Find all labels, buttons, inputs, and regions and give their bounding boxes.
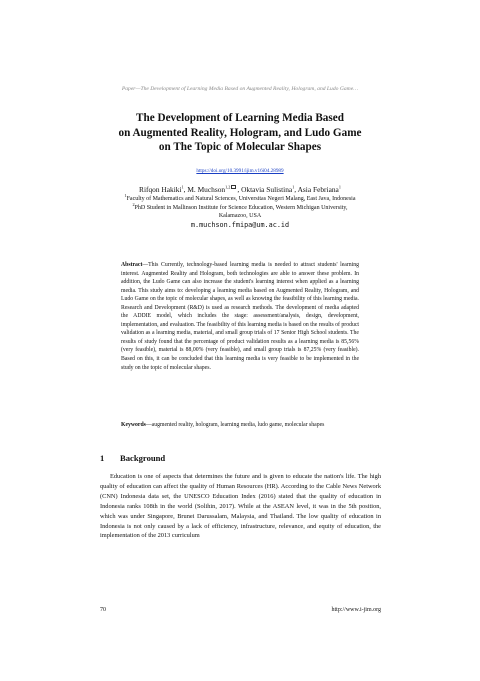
affiliation-line [80,195,400,204]
author-name: Oktavia Sulistina [241,185,293,194]
affiliation-line [80,201,400,213]
paper-title [60,111,420,155]
keywords [121,421,359,430]
affiliations [80,195,400,221]
author-name: Asia Febriana [297,185,339,194]
abstract-text: —This Currently, technology-based learning media is needed to attract students' learning interest. Augmented Reality and Hologram, both technologies are able to answer these problem. In addition, the Ludo Game can also increase the student's learning interest when applied as a learning media. This study aims to: developing a learning media based on Augmented Reality, Hologram, and Ludo Game on the topic of molecular shapes, as well as knowing the feasibility of this learning media. Research and Development (R&D) is used as research methods. The development of media adapted the ADDIE model, which includes the stage: assessment/analysis, design, development, implementation, and evaluation. The feasibility of this learning media is based on the results of product validation as a learning media, material, and small group trials of 17 Senior High School students. The results of study found that the percentage of product validation results as a learning media is 85,56% (very feasible), material is 88,00% (very feasible), and small group trials is 87,25% (very feasible). Based on this, it can be concluded that this learning media is very feasible to be implemented in the study on the topic of molecular shapes. [121,262,359,371]
section-body [100,472,381,541]
author-affiliation-marker: 1 [292,184,295,190]
section-title: Background [120,453,166,463]
title-line-2: on Augmented Reality, Hologram, and Ludo Game [118,126,362,139]
author-name: M. Muchson [187,185,226,194]
abstract [121,261,359,372]
affiliation-marker: 2 [132,201,135,207]
affiliation-line: Kalamazoo, USA [218,213,262,220]
running-head: Paper—The Development of Learning Media Based on Augmented Reality, Hologram, and Ludo Game… [121,86,359,92]
author-list [60,185,420,194]
envelope-icon [231,185,236,189]
author-name: Rifqon Hakiki [139,185,182,194]
keywords-text: —augmented reality, hologram, learning media, ludo game, molecular shapes [145,422,325,428]
section-heading [100,453,165,463]
page-number: 70 [100,607,106,613]
section-body-text: Education is one of aspects that determines the future and is given to educate the nation's life. The high quality of education can affect the quality of Human Resources (HR). According to the Cable News Network (CNN) Indonesia data set, the UNESCO Education Index (2016) stated that the quality of education in Indonesia ranks 108th in the world (Solihin, 2017). While at the ASEAN level, it was in the 5th position, which was under Singapore, Brunei Darussalam, Malaysia, and Thailand. The low quality of education in Indonesia is not only caused by a lack of efficiency, infrastructure, relevance, and equity of education, the implementation of the 2013 curriculum [100,473,381,540]
title-line-1: The Development of Learning Media Based [136,112,344,124]
journal-url[interactable]: http://www.i-jim.org [331,607,381,613]
author-affiliation-marker: 1 [181,184,184,190]
affiliation-text: PhD Student in Mallinson Institute for Science Education, Western Michigan University, [134,204,348,211]
author-separator: , [237,185,242,194]
doi-link[interactable]: https://doi.org/10.3991/ijim.v16i04.28989 [196,168,284,174]
corresponding-email[interactable]: m.muchson.fmipa@um.ac.id [190,221,290,229]
abstract-label: Abstract [121,262,143,268]
keywords-label: Keywords [121,422,146,428]
title-line-3: on The Topic of Molecular Shapes [158,141,322,153]
author-affiliation-marker: 1,2 [225,184,231,190]
affiliation-text: Faculty of Mathematics and Natural Sciences, Universitas Negeri Malang, East Java, Indonesia [126,196,356,202]
section-number: 1 [100,453,105,463]
author-separator: , [294,185,298,194]
author-affiliation-marker: 1 [338,184,341,190]
author-separator: , [183,185,188,194]
affiliation-marker: 1 [124,193,127,198]
